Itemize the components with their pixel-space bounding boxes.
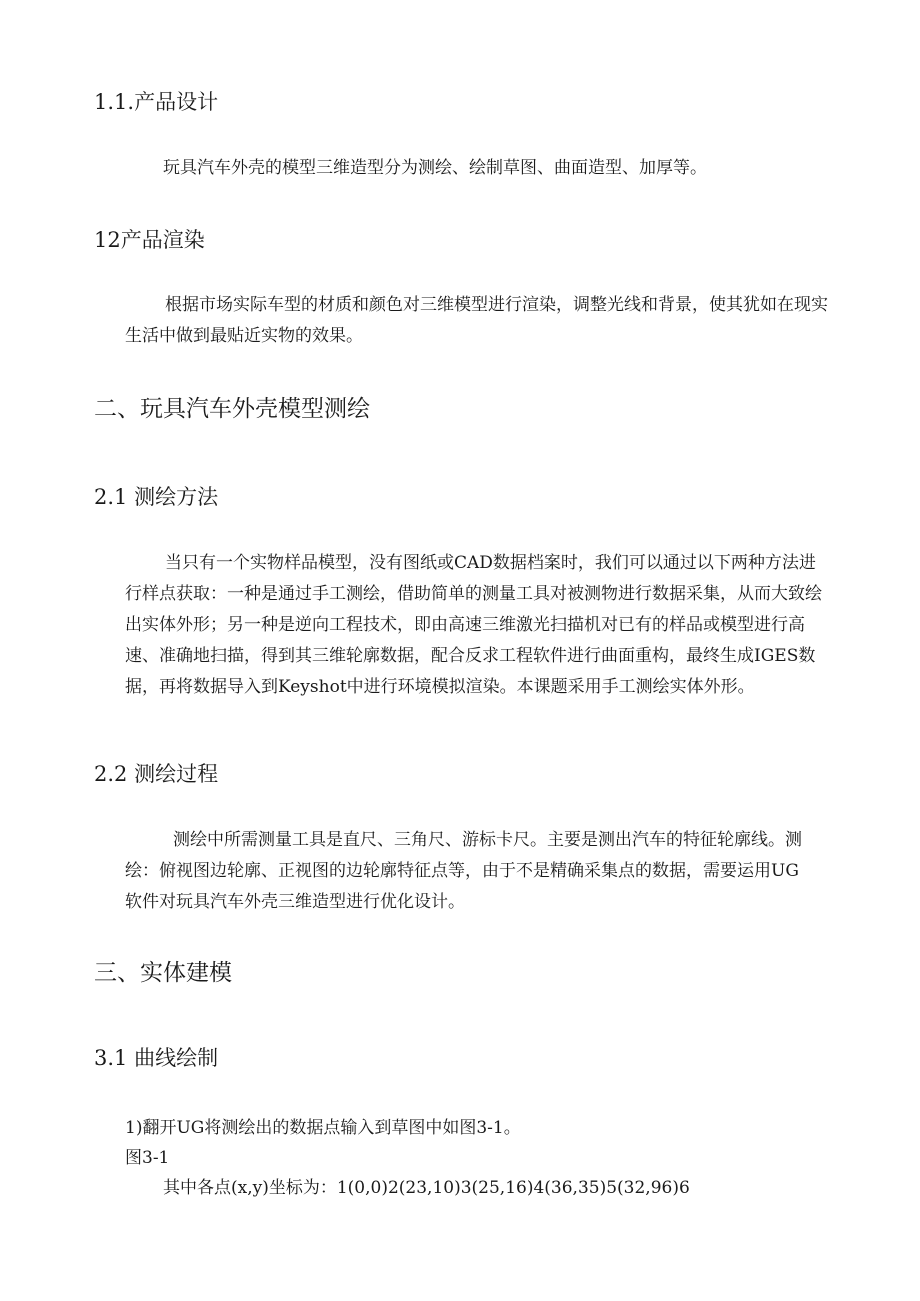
section-body-2-2: 测绘中所需测量工具是直尺、三角尺、游标卡尺。主要是测出汽车的特征轮廓线。测绘：俯视图边轮廓、正视图的边轮廓特征点等，由于不是精确采集点的数据，需要运用UG软件对玩具汽车外壳三维造型进行优化设计。 bbox=[125, 830, 802, 912]
section-body-1-2: 根据市场实际车型的材质和颜色对三维模型进行渲染，调整光线和背景，使其犹如在现实生活中做到最贴近实物的效果。 bbox=[125, 295, 828, 346]
coordinates-text: 其中各点(x,y)坐标为：1(0,0)2(23,10)3(25,16)4(36,35)5(32,96)6 bbox=[163, 1178, 690, 1198]
figure-label: 图3-1 bbox=[125, 1148, 170, 1168]
section-body-2-1: 当只有一个实物样品模型，没有图纸或CAD数据档案时，我们可以通过以下两种方法进行样点获取：一种是通过手工测绘，借助简单的测量工具对被测物进行数据采集，从而大致绘出实体外形；另一种是逆向工程技术，即由高速三维激光扫描机对已有的样品或模型进行高速、准确地扫描，得到其三维轮廓数据，配合反求工程软件进行曲面重构，最终生成IGES数据，再将数据导入到Keyshot中进行环境模拟渲染。本课题采用手工测绘实体外形。 bbox=[125, 553, 822, 697]
section-body-1-1: 玩具汽车外壳的模型三维造型分为测绘、绘制草图、曲面造型、加厚等。 bbox=[163, 158, 707, 178]
step-text: 1)翻开UG将测绘出的数据点输入到草图中如图3-1。 bbox=[125, 1118, 521, 1138]
section-heading-3-1: 3.1 曲线绘制 bbox=[94, 1046, 219, 1070]
section-heading-2-1: 2.1 测绘方法 bbox=[94, 485, 219, 509]
section-heading-2-2: 2.2 测绘过程 bbox=[94, 762, 219, 786]
chapter-heading-3: 三、实体建模 bbox=[94, 960, 232, 986]
section-heading-1-2: 12产品渲染 bbox=[94, 228, 205, 252]
section-heading-1-1: 1.1.产品设计 bbox=[94, 90, 219, 114]
chapter-heading-2: 二、玩具汽车外壳模型测绘 bbox=[94, 396, 370, 422]
